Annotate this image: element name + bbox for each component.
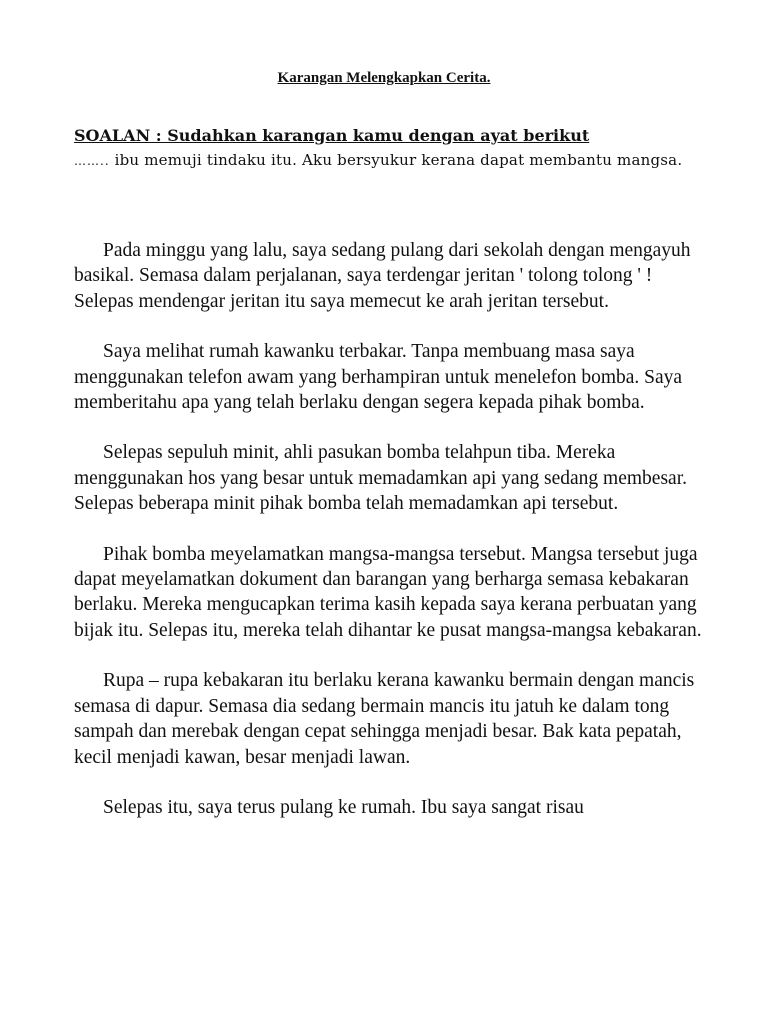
ellipsis-dots: ……..	[74, 154, 110, 168]
essay-paragraph-5: Rupa – rupa kebakaran itu berlaku kerana kawanku bermain dengan mancis semasa di dapur. Semasa dia sedang bermain mancis itu jatuh ke dalam tong sampah dan merebak dengan cepat sehingga menjadi besar. Bak kata pepatah, kecil menjadi kawan, besar menjadi lawan.	[74, 670, 695, 768]
question-sentence: ibu memuji tindaku itu. Aku bersyukur kerana dapat membantu mangsa.	[109, 151, 683, 169]
essay-body	[74, 238, 714, 845]
essay-paragraph-4: Pihak bomba meyelamatkan mangsa-mangsa tersebut. Mangsa tersebut juga dapat meyelamatkan dokument dan barangan yang berharga semasa kebakaran berlaku. Mereka mengucapkan terima kasih kepada saya kerana perbuatan yang bijak itu. Selepas itu, mereka telah dihantar ke pusat mangsa-mangsa kebakaran.	[74, 543, 702, 641]
document-title: Karangan Melengkapkan Cerita.	[277, 70, 491, 86]
essay-paragraph-1: Pada minggu yang lalu, saya sedang pulang dari sekolah dengan mengayuh basikal. Semasa dalam perjalanan, saya terdengar jeritan ' tolong tolong ' ! Selepas mendengar jeritan itu saya memecut ke arah jeritan tersebut.	[74, 240, 691, 312]
essay-paragraph-6: Selepas itu, saya terus pulang ke rumah. Ibu saya sangat risau	[103, 796, 584, 818]
question-prompt	[74, 149, 714, 172]
essay-paragraph-2: Saya melihat rumah kawanku terbakar. Tanpa membuang masa saya menggunakan telefon awam yang berhampiran untuk menelefon bomba. Saya memberitahu apa yang telah berlaku dengan segera kepada pihak bomba.	[74, 341, 683, 414]
question-heading: SOALAN : Sudahkan karangan kamu dengan ayat berikut	[74, 126, 590, 145]
essay-paragraph-3: Selepas sepuluh minit, ahli pasukan bomba telahpun tiba. Mereka menggunakan hos yang besar untuk memadamkan api yang sedang membesar. Selepas beberapa minit pihak bomba telah memadamkan api tersebut.	[74, 442, 687, 515]
